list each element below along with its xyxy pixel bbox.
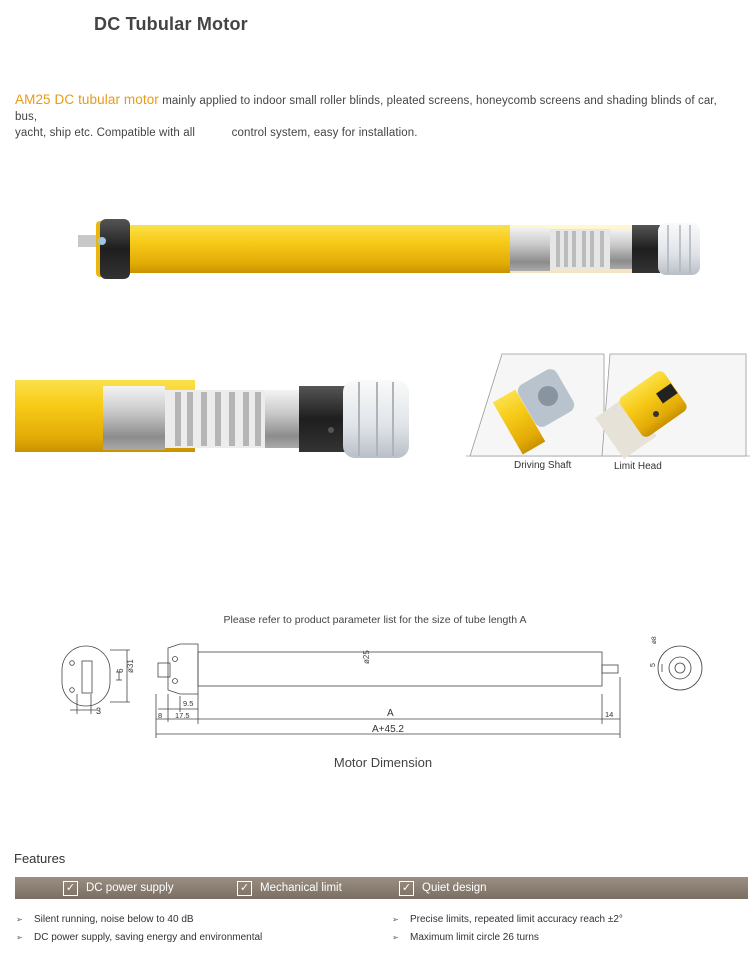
label-8: 8	[158, 711, 163, 720]
features-list-left	[16, 911, 262, 947]
list-item	[16, 911, 262, 929]
label-3: 3	[96, 706, 102, 716]
arrow-bullet-icon: ➢	[16, 933, 23, 942]
feature-badge-dc-power	[63, 880, 174, 896]
intro-text-2b: control system, easy for installation.	[231, 127, 418, 139]
label-a-total: A+45.2	[372, 724, 404, 735]
dimension-drawing	[50, 632, 730, 747]
feature-badge-mechanical-limit	[237, 880, 342, 896]
features-title: Features	[14, 851, 66, 866]
dimension-note: Please refer to product parameter list for the size of tube length A	[223, 614, 527, 626]
arrow-bullet-icon: ➢	[392, 915, 399, 924]
features-list-right	[392, 911, 623, 947]
list-item-text: Precise limits, repeated limit accuracy reach ±2°	[410, 914, 623, 925]
label-d31: ø31	[126, 659, 135, 673]
page-title: DC Tubular Motor	[94, 14, 248, 34]
label-17-5: 17.5	[175, 711, 190, 720]
intro-paragraph	[15, 92, 740, 141]
list-item	[16, 929, 262, 947]
label-5: 5	[650, 663, 657, 667]
caption-driving-shaft: Driving Shaft	[514, 460, 572, 471]
feature-badge-quiet-design	[399, 880, 487, 896]
checkbox-icon: ✓	[237, 881, 252, 896]
arrow-bullet-icon: ➢	[16, 915, 23, 924]
label-6: 6	[116, 668, 125, 673]
list-item	[392, 929, 623, 947]
motor-closeup-image	[15, 372, 415, 464]
list-item-text: Maximum limit circle 26 turns	[410, 932, 539, 943]
list-item-text: DC power supply, saving energy and environmental	[34, 932, 263, 943]
label-a: A	[387, 708, 394, 719]
intro-text-1: mainly applied to indoor small roller blinds, pleated screens, honeycomb screens and shading blinds of car, bus,	[15, 95, 717, 123]
intro-text-2a: yacht, ship etc. Compatible with all	[15, 127, 196, 139]
label-9-5: 9.5	[183, 699, 194, 708]
arrow-bullet-icon: ➢	[392, 933, 399, 942]
checkbox-icon: ✓	[399, 881, 414, 896]
label-d8: ø8	[651, 636, 658, 644]
detail-photos	[466, 352, 750, 462]
feature-badge-label: DC power supply	[86, 882, 174, 894]
product-name: AM25 DC tubular motor	[15, 92, 159, 107]
caption-limit-head: Limit Head	[614, 461, 662, 472]
list-item-text: Silent running, noise below to 40 dB	[34, 914, 194, 925]
label-14: 14	[605, 710, 614, 719]
checkbox-icon: ✓	[63, 881, 78, 896]
list-item	[392, 911, 623, 929]
feature-badge-label: Quiet design	[422, 882, 487, 894]
motor-full-image	[70, 205, 710, 285]
feature-badge-label: Mechanical limit	[260, 882, 342, 894]
features-bar	[15, 877, 748, 899]
dimension-title: Motor Dimension	[333, 755, 433, 770]
label-d25: ø25	[362, 650, 371, 664]
